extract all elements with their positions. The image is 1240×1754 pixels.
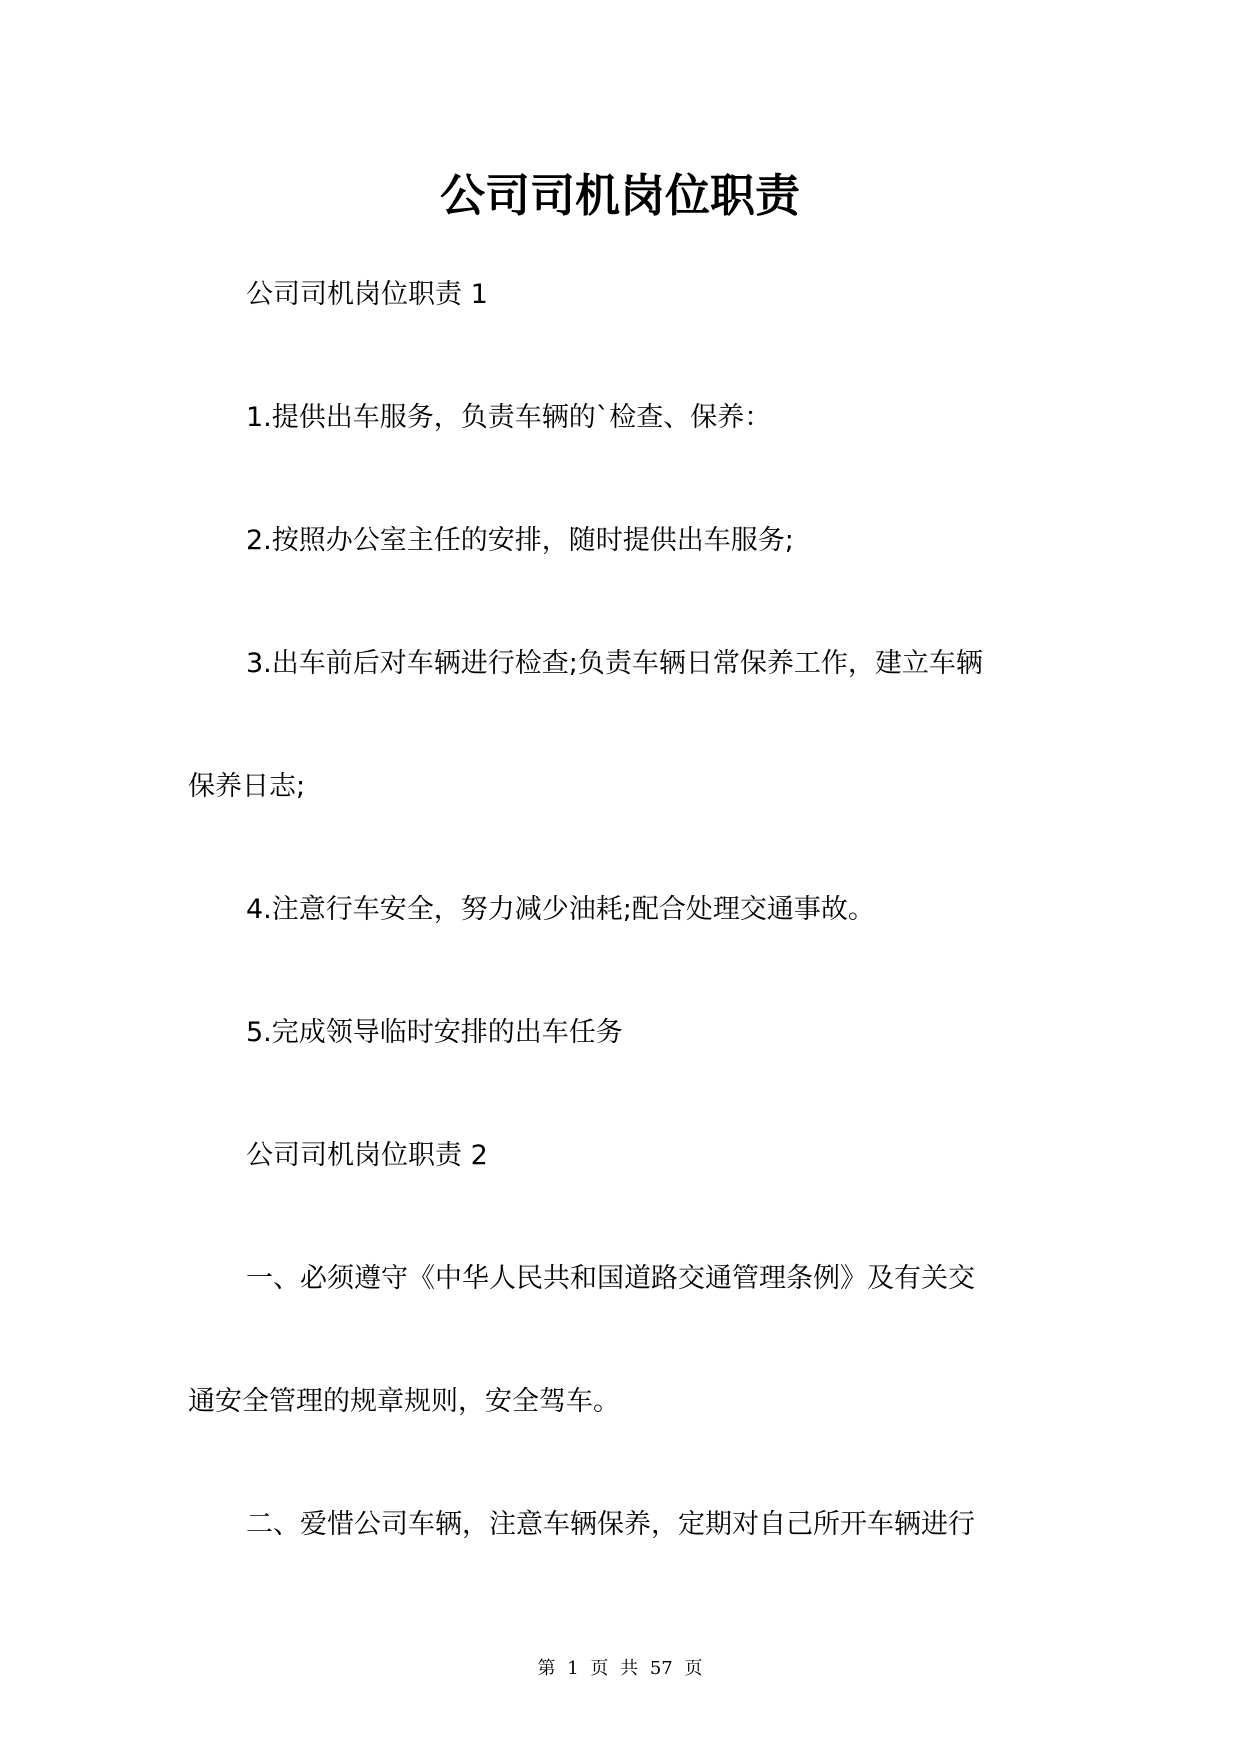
paragraph-line: 5.完成领导临时安排的出车任务 (246, 1017, 623, 1048)
section-heading-1: 公司司机岗位职责 1 (246, 279, 488, 310)
paragraph-line: 1.提供出车服务，负责车辆的`检查、保养： (246, 402, 772, 433)
paragraph-line: 4.注意行车安全，努力减少油耗;配合处理交通事故。 (246, 894, 875, 925)
paragraph-line: 2.按照办公室主任的安排，随时提供出车服务; (246, 525, 794, 556)
paragraph-line: 通安全管理的规章规则，安全驾车。 (188, 1386, 620, 1417)
paragraph-line: 3.出车前后对车辆进行检查;负责车辆日常保养工作，建立车辆 (246, 648, 983, 679)
page-number-footer: 第 1 页 共 57 页 (537, 1658, 703, 1679)
paragraph-line: 一、必须遵守《中华人民共和国道路交通管理条例》及有关交 (246, 1263, 975, 1294)
paragraph-line: 二、爱惜公司车辆，注意车辆保养，定期对自己所开车辆进行 (246, 1509, 975, 1540)
paragraph-line: 保养日志; (188, 771, 306, 802)
section-heading-2: 公司司机岗位职责 2 (246, 1140, 488, 1171)
document-title: 公司司机岗位职责 (439, 169, 800, 222)
